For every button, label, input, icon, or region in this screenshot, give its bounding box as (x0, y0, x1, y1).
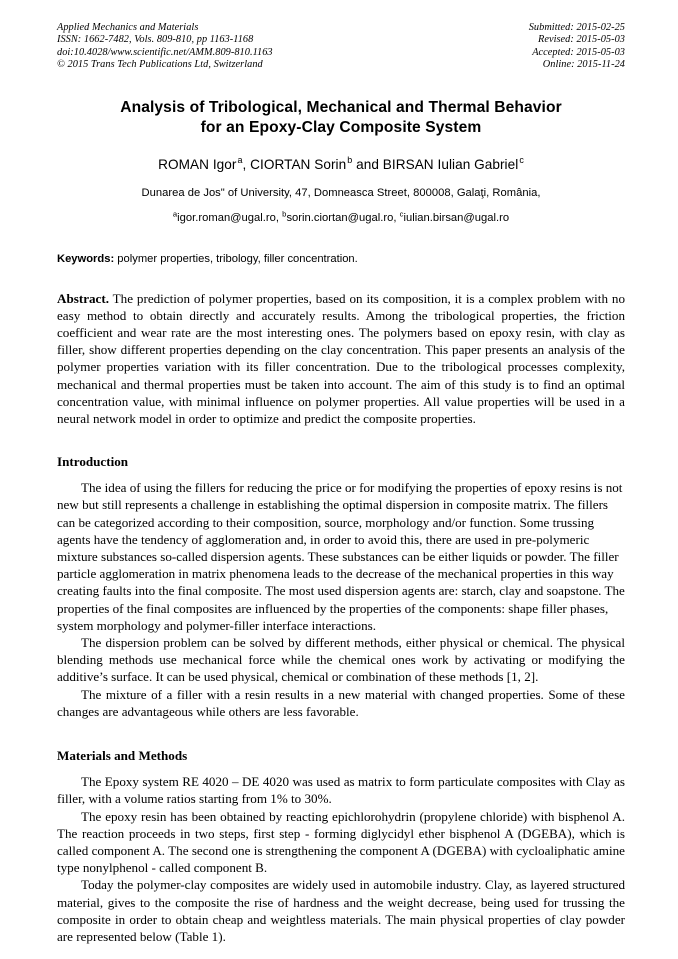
journal-info (57, 22, 273, 72)
page-title (57, 98, 625, 138)
introduction-paragraph-1: The idea of using the fillers for reducing the price or for modifying the properties of epoxy resins is not new but still represents a challenge in establishing the optimal dispersion in composite matrix. The fillers can be categorized according to their composition, source, morphology and/or function. Some trussing agents have the tendency of agglomeration and, in order to avoid this, there are used in pre-polymeric mixture substances so-called dispersion agents. These substances can be either liquids or powder. The filler particle agglomeration in matrix phenomena leads to the decrease of the mechanical properties in this way creating faults into the final composite. The most used dispersion agents are: starch, clay and soapstone. The properties of the final composites are influenced by the properties of the components: shape filler phases, system morphology and polymer-filler interface interactions. (57, 480, 625, 633)
author-affiliation-mark-1: a (237, 155, 243, 166)
author-name-2: CIORTAN Sorin (250, 156, 347, 172)
email-mark-1: a (172, 208, 178, 218)
date-submitted: Submitted: 2015-02-25 (528, 22, 625, 33)
abstract-label: Abstract. (57, 290, 109, 306)
abstract-block (57, 290, 625, 428)
journal-copyright: © 2015 Trans Tech Publications Ltd, Switzerland (57, 59, 263, 71)
author-affiliation-mark-3: c (519, 155, 524, 166)
email-address-1: igor.roman@ugal.ro, (177, 211, 283, 224)
author-name-1: ROMAN Igor (158, 156, 237, 172)
materials-paragraph-2: The epoxy resin has been obtained by reacting epichlorohydrin (propylene chloride) with bisphenol A. The reaction proceeds in two steps, first step - forming diglycidyl ether bisphenol A (DGEBA), which is called component A. The second one is strengthening the component A (DGEBA) with cycloaliphatic amine type nonylphenol - called component B. (57, 808, 625, 876)
journal-name: Applied Mechanics and Materials (57, 22, 199, 33)
author-name-3: BIRSAN Iulian Gabriel (382, 156, 519, 172)
publication-dates (529, 22, 625, 72)
email-address-3: iulian.birsan@ugal.ro (403, 211, 510, 224)
title-line-2: for an Epoxy-Clay Composite System (200, 118, 482, 136)
date-online: Online: 2015-11-24 (542, 59, 625, 71)
author-separator-2: and (352, 156, 383, 172)
keywords-label: Keywords: (57, 252, 115, 265)
email-mark-3: c (399, 208, 404, 218)
title-line-1: Analysis of Tribological, Mechanical and Thermal Behavior (120, 98, 562, 116)
materials-paragraph-3: Today the polymer-clay composites are widely used in automobile industry. Clay, as layered structured material, gives to the composite the rise of hardness and the weight decrease, being used for trussing the composite in order to obtain cheap and weightless materials. The main physical properties of clay powder are represented below (Table 1). (57, 877, 625, 944)
date-accepted: Accepted: 2015-05-03 (532, 46, 625, 58)
email-address-2: sorin.ciortan@ugal.ro, (286, 211, 400, 224)
email-mark-2: b (282, 208, 287, 218)
author-list (57, 156, 625, 174)
journal-issn-volume: ISSN: 1662-7482, Vols. 809-810, pp 1163-1168 (57, 34, 254, 46)
running-header (57, 22, 625, 72)
introduction-paragraph-3: The mixture of a filler with a resin results in a new material with changed properties. Some of these changes are advantageous while others are less favorable. (57, 686, 625, 719)
author-emails (57, 210, 625, 226)
keywords-line (57, 252, 625, 267)
section-heading-materials-and-methods: Materials and Methods (57, 748, 188, 764)
materials-paragraph-1: The Epoxy system RE 4020 – DE 4020 was used as matrix to form particulate composites with Clay as filler, with a volume ratios starting from 1% to 30%. (57, 774, 625, 807)
introduction-paragraph-2: The dispersion problem can be solved by different methods, either physical or chemical. The physical blending methods use mechanical force while the chemical ones work by activating or modifying the additive’s surface. It can be used physical, chemical or combination of these methods [1, 2]. (57, 635, 625, 685)
date-revised: Revised: 2015-05-03 (537, 34, 625, 46)
author-affiliation-mark-2: b (347, 155, 353, 166)
keywords-value: polymer properties, tribology, filler concentration. (114, 252, 358, 265)
journal-doi: doi:10.4028/www.scientific.net/AMM.809-810.1163 (57, 46, 273, 58)
abstract-text: The prediction of polymer properties, based on its composition, it is a complex problem with no easy method to obtain directly and accurately results. Among the tribological properties, the friction coefficient and wear rate are the most interesting ones. The polymers based on epoxy resin, with clay as filler, show different properties depending on the clay concentration. This paper presents an analysis of the polymer properties variation with its filler concentration. Due to the tribological processes complexity, mechanical and thermal properties must be taken into account. The aim of this study is to find an optimal concentration value, with minimal influence on polymer properties. All value properties will be used in a neural network model in order to optimize and predict the composite properties. (57, 290, 625, 427)
author-separator-1: , (242, 156, 251, 172)
section-heading-introduction: Introduction (57, 454, 129, 470)
affiliation-address: Dunarea de Jos" of University, 47, Domneasca Street, 800008, Galaţi, România, (141, 186, 541, 199)
